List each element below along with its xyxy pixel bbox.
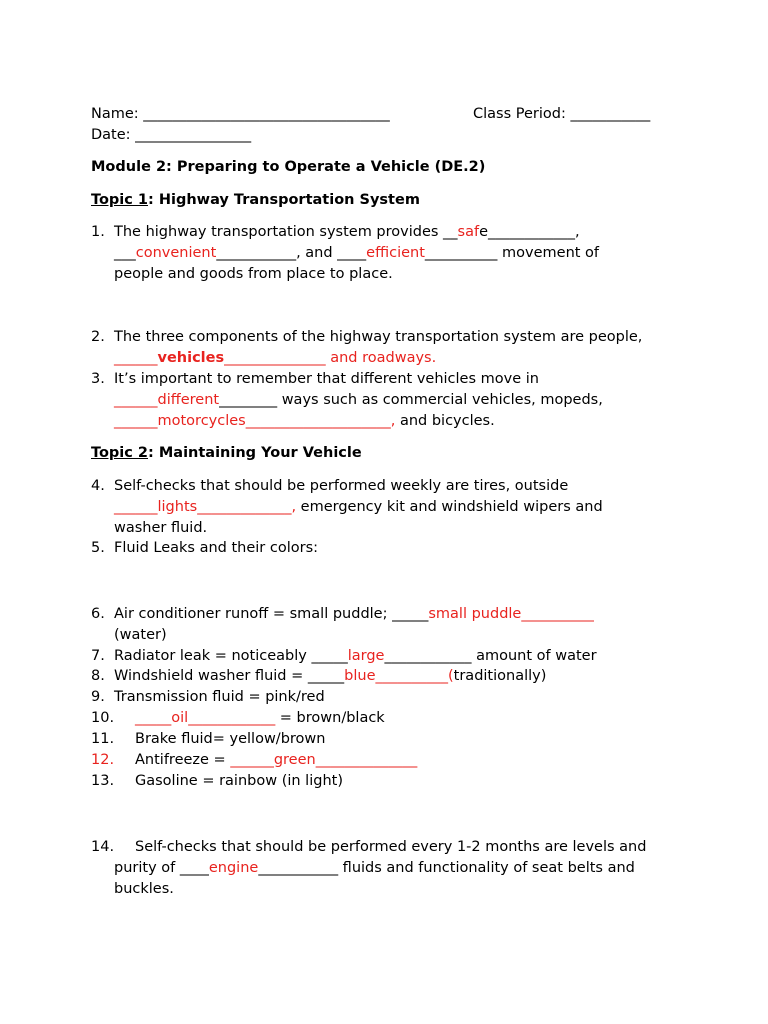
q12-number: 12.	[91, 752, 115, 768]
topic2-heading: Topic 2: Maintaining Your Vehicle	[91, 445, 362, 461]
q12-answer-green: green	[273, 752, 316, 768]
module-title: Module 2: Preparing to Operate a Vehicle (DE.2)	[91, 159, 486, 175]
q10-answer-oil: oil	[171, 710, 189, 726]
q3-answer-different: different	[157, 392, 220, 408]
q14-answer-engine: engine	[208, 860, 259, 876]
q9-text: Transmission fluid = pink/red	[114, 689, 325, 705]
q7-text: Radiator leak = noticeably _____large____________ amount of water	[114, 648, 597, 664]
q14-line1: Self-checks that should be performed every 1-2 months are levels and	[135, 839, 647, 855]
name-field-label: Name: __________________________________	[91, 106, 390, 122]
q7-number: 7.	[91, 648, 105, 664]
q11-text: Brake fluid= yellow/brown	[135, 731, 326, 747]
q11-number: 11.	[91, 731, 115, 747]
q7-answer-large: large	[347, 648, 385, 664]
q13-text: Gasoline = rainbow (in light)	[135, 773, 343, 789]
q8-answer-blue: blue	[344, 668, 376, 684]
q6-number: 6.	[91, 606, 105, 622]
date-field-label: Date: ________________	[91, 127, 252, 143]
class-period-field-label: Class Period: ___________	[473, 106, 651, 122]
q3-answer-motorcycles: motorcycles	[157, 413, 246, 429]
q2-line2: ______vehicles______________ and roadways.	[114, 350, 437, 366]
q12-text: Antifreeze = ______green______________	[135, 752, 418, 768]
q1-line2: ___convenient___________, and ____efficient__________ movement of	[114, 245, 600, 261]
q1-line1: The highway transportation system provides __safe____________,	[114, 224, 580, 240]
q1-answer-safe: saf	[457, 224, 480, 240]
q1-answer-efficient: efficient	[366, 245, 425, 261]
q3-line1: It’s important to remember that different vehicles move in	[114, 371, 539, 387]
q4-answer-lights: lights	[157, 499, 198, 515]
q10-number: 10.	[91, 710, 115, 726]
q3-number: 3.	[91, 371, 105, 387]
q2-answer-vehicles: vehicles	[157, 350, 225, 366]
q6-answer-small-puddle: small puddle	[428, 606, 522, 622]
q1-line3: people and goods from place to place.	[114, 266, 393, 282]
q8-number: 8.	[91, 668, 105, 684]
q4-number: 4.	[91, 478, 105, 494]
q14-line3: buckles.	[114, 881, 174, 897]
q2-line1: The three components of the highway transportation system are people,	[114, 329, 643, 345]
q5-number: 5.	[91, 540, 105, 556]
q4-line2: ______lights_____________, emergency kit and windshield wipers and	[114, 499, 603, 515]
q1-number: 1.	[91, 224, 105, 240]
q1-answer-convenient: convenient	[135, 245, 217, 261]
q4-line3: washer fluid.	[114, 520, 208, 536]
q5-text: Fluid Leaks and their colors:	[114, 540, 319, 556]
q8-text: Windshield washer fluid = _____blue__________(traditionally)	[114, 668, 547, 684]
q14-line2: purity of ____engine___________ fluids and functionality of seat belts and	[114, 860, 635, 876]
q6-line2: (water)	[114, 627, 167, 643]
q9-number: 9.	[91, 689, 105, 705]
q10-text: _____oil____________ = brown/black	[135, 710, 385, 726]
q2-number: 2.	[91, 329, 105, 345]
q14-number: 14.	[91, 839, 115, 855]
q3-line2: ______different________ ways such as commercial vehicles, mopeds,	[114, 392, 603, 408]
topic1-heading: Topic 1: Highway Transportation System	[91, 192, 420, 208]
q6-line1: Air conditioner runoff = small puddle; _____small puddle__________	[114, 606, 594, 622]
q4-line1: Self-checks that should be performed weekly are tires, outside	[114, 478, 569, 494]
q13-number: 13.	[91, 773, 115, 789]
q3-line3: ______motorcycles____________________, and bicycles.	[114, 413, 495, 429]
